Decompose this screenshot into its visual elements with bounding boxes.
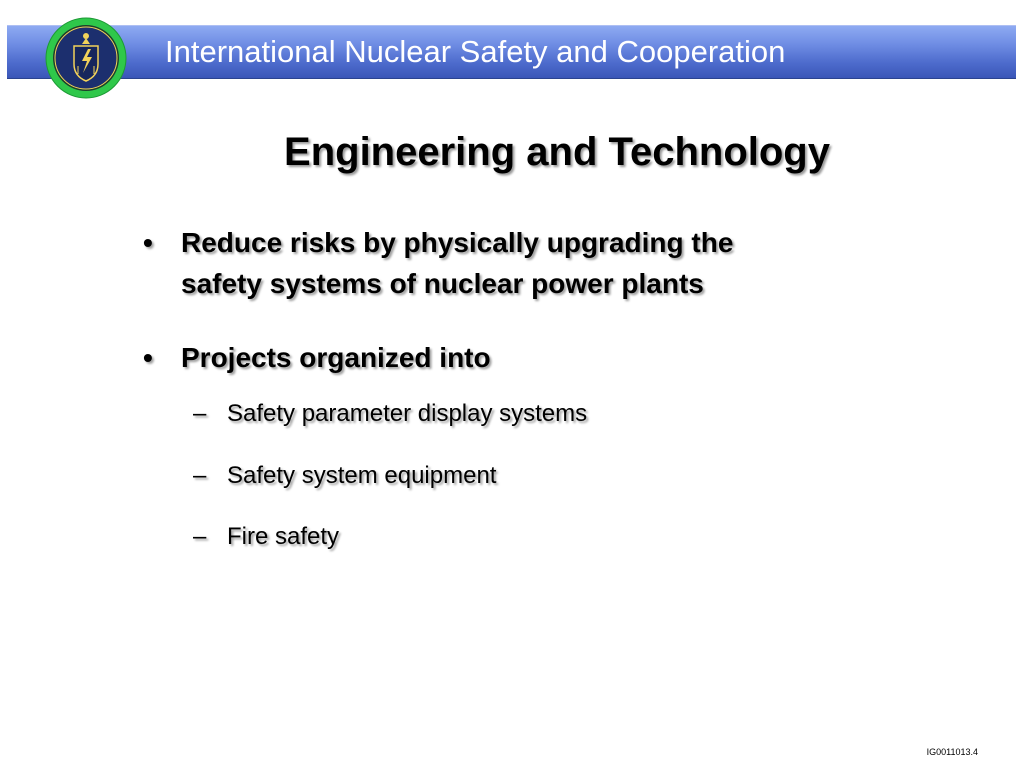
bullet-text: [181, 222, 881, 304]
bullet-line: Projects organized into: [181, 342, 491, 373]
bullet-line: safety systems of nuclear power plants: [181, 268, 704, 299]
bullet-line: Reduce risks by physically upgrading the: [181, 227, 734, 258]
sub-item-marker: –: [193, 462, 207, 489]
bullet-text: [181, 337, 881, 378]
slide-title: Engineering and Technology: [284, 130, 830, 174]
sub-item-text: Safety system equipment: [227, 462, 497, 489]
department-of-energy-seal-icon: [44, 16, 128, 100]
header-title: International Nuclear Safety and Cooperation: [165, 34, 786, 69]
sub-item-marker: –: [193, 523, 207, 550]
bullet-marker: •: [143, 227, 153, 258]
sub-item-marker: –: [193, 400, 207, 427]
bullet-marker: •: [143, 342, 153, 373]
footer-code: IG0011013.4: [926, 747, 978, 757]
sub-item-text: Fire safety: [227, 523, 340, 550]
sub-item-text: Safety parameter display systems: [227, 400, 588, 427]
